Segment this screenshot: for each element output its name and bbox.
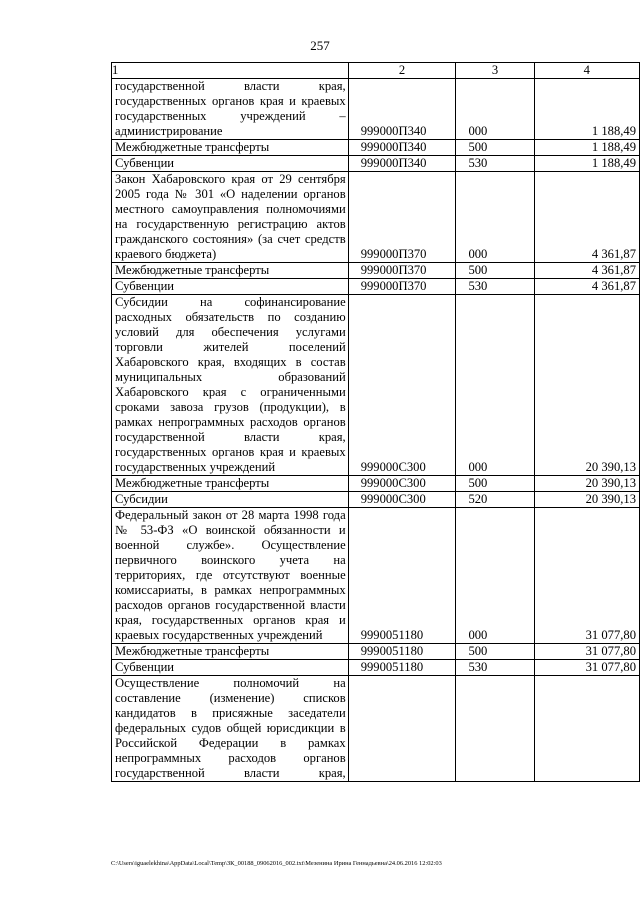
- row-code: 999000П340: [348, 140, 456, 156]
- row-code: 999000П370: [348, 263, 456, 279]
- column-header-expense-type: 3: [456, 63, 534, 79]
- table-row: [112, 676, 640, 782]
- row-expense-type: 500: [456, 476, 534, 492]
- row-expense-type: 500: [456, 644, 534, 660]
- row-description: Закон Хабаровского края от 29 сентября 2005 года № 301 «О наделении органов местного самоуправления полномочиями на государственную регистрацию актов гражданского состояния» (за счет средств краевого бюджета): [112, 172, 349, 263]
- row-description: Межбюджетные трансферты: [112, 644, 349, 660]
- row-code: [348, 676, 456, 782]
- row-code: 9990051180: [348, 508, 456, 644]
- row-description: Межбюджетные трансферты: [112, 140, 349, 156]
- row-code: 999000П340: [348, 156, 456, 172]
- column-header-description: 1: [112, 63, 349, 79]
- row-description: государственной власти края, государственных органов края и краевых государственных учреждений – администрирование: [112, 79, 349, 140]
- row-amount: [534, 676, 639, 782]
- row-code: 999000П370: [348, 172, 456, 263]
- row-expense-type: 520: [456, 492, 534, 508]
- budget-table: [111, 62, 640, 782]
- row-amount: 20 390,13: [534, 295, 639, 476]
- table-row: [112, 492, 640, 508]
- row-expense-type: 530: [456, 660, 534, 676]
- row-amount: 31 077,80: [534, 660, 639, 676]
- table-row: [112, 644, 640, 660]
- row-description: Субсидии на софинансирование расходных обязательств по созданию условий для обеспечения услугами торговли жителей поселений Хабаровского края, входящих в состав муниципальных образований Хабаровского края с ограниченными сроками завоза грузов (продукции), в рамках непрограммных расходов органов государственной власти края, государственных органов края и краевых государственных учреждений: [112, 295, 349, 476]
- row-description: Субвенции: [112, 660, 349, 676]
- row-expense-type: 530: [456, 279, 534, 295]
- row-expense-type: [456, 676, 534, 782]
- row-description: Осуществление полномочий на составление (изменение) списков кандидатов в присяжные заседатели федеральных судов общей юрисдикции в Российской Федерации в рамках непрограммных расходов органов государственной власти края,: [112, 676, 349, 782]
- row-description: Федеральный закон от 28 марта 1998 года № 53-ФЗ «О воинской обязанности и военной службе». Осуществление первичного воинского учета на территориях, где отсутствуют военные комиссариаты, в рамках непрограммных расходов органов государственной власти края, государственных органов края и краевых государственных учреждений: [112, 508, 349, 644]
- table-row: [112, 263, 640, 279]
- row-description: Межбюджетные трансферты: [112, 476, 349, 492]
- table-row: [112, 508, 640, 644]
- footer-file-path: C:\Users\iguaelekhina\AppData\Local\Temp\ЗК_00188_09062016_002.txt\Мезенина Ирина Геннадьевна\24.06.2016 12:02:03: [111, 860, 442, 867]
- row-expense-type: 530: [456, 156, 534, 172]
- row-amount: 20 390,13: [534, 476, 639, 492]
- row-description: Субсидии: [112, 492, 349, 508]
- row-amount: 31 077,80: [534, 644, 639, 660]
- row-description: Субвенции: [112, 279, 349, 295]
- row-amount: 1 188,49: [534, 140, 639, 156]
- row-code: 999000С300: [348, 476, 456, 492]
- column-header-code: 2: [348, 63, 456, 79]
- table-row: [112, 279, 640, 295]
- row-amount: 31 077,80: [534, 508, 639, 644]
- row-expense-type: 000: [456, 295, 534, 476]
- row-code: 999000П370: [348, 279, 456, 295]
- table-header-row: [112, 63, 640, 79]
- row-description: Межбюджетные трансферты: [112, 263, 349, 279]
- table-row: [112, 79, 640, 140]
- page-number: 257: [310, 38, 330, 53]
- column-header-amount: 4: [534, 63, 639, 79]
- row-expense-type: 000: [456, 508, 534, 644]
- row-description: Субвенции: [112, 156, 349, 172]
- row-amount: 1 188,49: [534, 79, 639, 140]
- row-expense-type: 000: [456, 172, 534, 263]
- row-amount: 1 188,49: [534, 156, 639, 172]
- row-code: 999000С300: [348, 492, 456, 508]
- row-amount: 20 390,13: [534, 492, 639, 508]
- table-row: [112, 172, 640, 263]
- row-code: 999000С300: [348, 295, 456, 476]
- row-amount: 4 361,87: [534, 172, 639, 263]
- row-expense-type: 500: [456, 263, 534, 279]
- table-row: [112, 295, 640, 476]
- table-row: [112, 476, 640, 492]
- row-expense-type: 000: [456, 79, 534, 140]
- row-code: 9990051180: [348, 644, 456, 660]
- row-code: 9990051180: [348, 660, 456, 676]
- row-code: 999000П340: [348, 79, 456, 140]
- table-row: [112, 660, 640, 676]
- row-expense-type: 500: [456, 140, 534, 156]
- row-amount: 4 361,87: [534, 263, 639, 279]
- table-row: [112, 156, 640, 172]
- table-row: [112, 140, 640, 156]
- row-amount: 4 361,87: [534, 279, 639, 295]
